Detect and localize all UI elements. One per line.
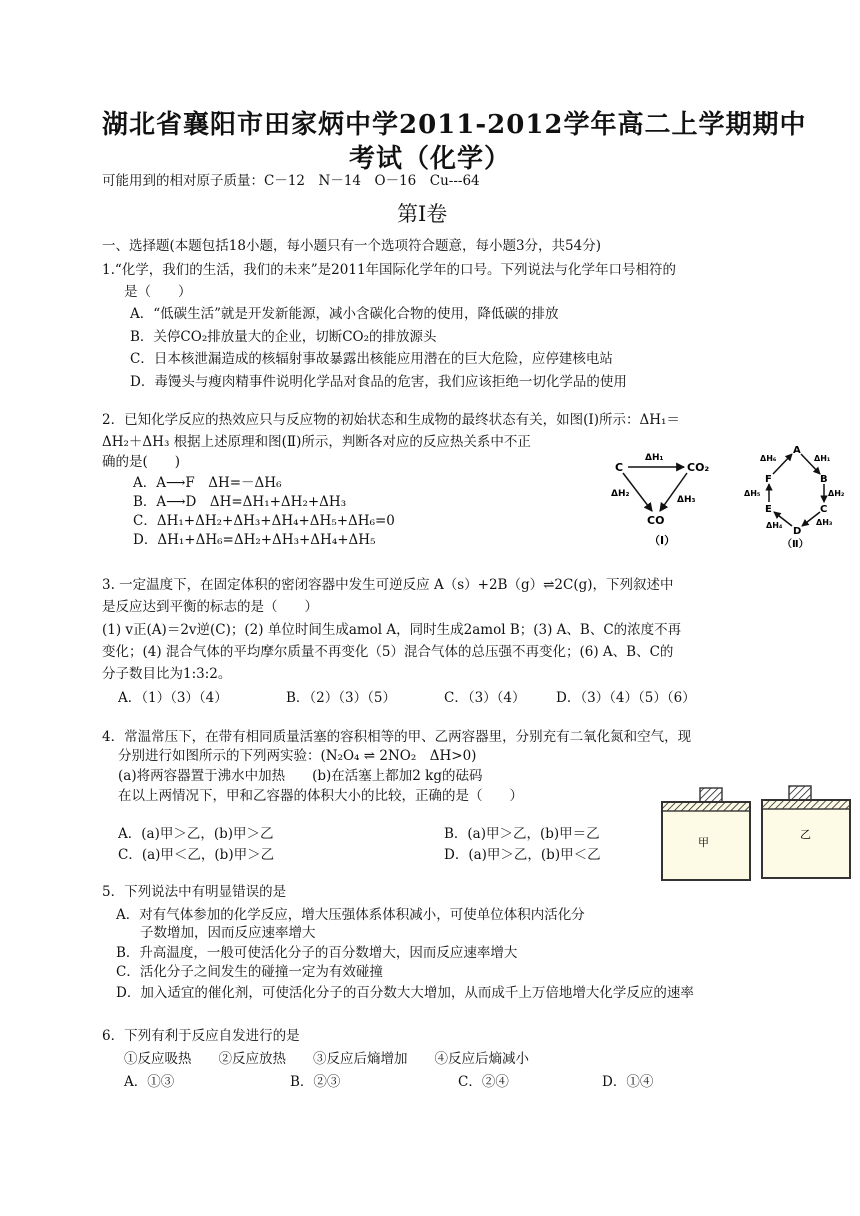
q6-option-c: C．②④	[458, 1074, 509, 1090]
fig2-node-e: E	[765, 504, 772, 515]
q3-option-c: C．（3）（4）	[444, 690, 526, 706]
q5-option-b: B．升高温度，一般可使活化分子的百分数增大，因而反应速率增大	[116, 945, 518, 961]
q2-option-c: C．ΔH₁+ΔH₂+ΔH₃+ΔH₄+ΔH₅+ΔH₆=0	[133, 513, 395, 529]
q3-option-d: D．（3）（4）（5）（6）	[556, 690, 696, 706]
q1-option-b: B．关停CO₂排放量大的企业，切断CO₂的排放源头	[130, 329, 437, 345]
q6-option-a: A．①③	[124, 1074, 175, 1090]
q5-option-a-line1: A．对有气体参加的化学反应，增大压强体系体积减小，可使单位体积内活化分	[116, 907, 585, 923]
q5-option-d: D．加入适宜的催化剂，可使活化分子的百分数大大增加，从而成千上万倍地增大化学反应的速率	[116, 985, 694, 1001]
page-title-line2: 考试（化学）	[349, 144, 512, 174]
q6-option-b: B．②③	[290, 1074, 341, 1090]
fig1-label-dh2: ΔH₂	[611, 489, 630, 499]
q5-option-a-line2: 子数增加，因而反应速率增大	[140, 925, 316, 941]
q2-stem-line3: 确的是( )	[102, 454, 181, 470]
container-jia-label: 甲	[698, 836, 709, 849]
q3-option-b: B．（2）（3）（5）	[286, 690, 396, 706]
fig2-node-c: C	[820, 504, 828, 515]
atomic-mass-note: 可能用到的相对原子质量：C－12 N－14 O－16 Cu---64	[102, 173, 480, 189]
q1-option-d: D．毒馒头与瘦肉精事件说明化学品对食品的危害，我们应该拒绝一切化学品的使用	[130, 374, 627, 390]
q3-condition-line2: 变化；(4) 混合气体的平均摩尔质量不再变化（5）混合气体的总压强不再变化；(6) A、B、C的	[102, 644, 674, 660]
fig2-label-dh6: ΔH₆	[760, 454, 777, 463]
fig2-node-d: D	[793, 526, 802, 537]
q5-stem: 5．下列说法中有明显错误的是	[102, 884, 287, 900]
figure-2-diagram	[742, 441, 850, 552]
fig2-label-dh5: ΔH₅	[744, 489, 761, 498]
q4-containers-figure	[658, 784, 854, 884]
fig2-node-b: B	[820, 474, 828, 485]
q3-condition-line3: 分子数目比为1:3:2。	[102, 666, 232, 682]
q6-items: ①反应吸热 ②反应放热 ③反应后熵增加 ④反应后熵减小	[124, 1051, 529, 1067]
page-title-line1: 湖北省襄阳市田家炳中学2011-2012学年高二上学期期中	[102, 110, 807, 140]
q2-stem-line1: 2．已知化学反应的热效应只与反应物的初始状态和生成物的最终状态有关，如图(Ⅰ)所示：ΔH₁＝	[102, 412, 680, 428]
fig2-label-dh4: ΔH₄	[766, 521, 783, 530]
section-heading: 第Ⅰ卷	[397, 202, 448, 226]
part1-heading: 一、选择题(本题包括18小题，每小题只有一个选项符合题意，每小题3分，共54分)	[102, 238, 601, 254]
q4-option-c: C．(a)甲＜乙，(b)甲＞乙	[118, 847, 275, 863]
q2-option-a: A．A⟶F ΔH=－ΔH₆	[133, 475, 282, 491]
q4-stem-line1: 4．常温常压下，在带有相同质量活塞的容积相等的甲、乙两容器里，分别充有二氧化氮和空气，现	[102, 729, 692, 745]
fig2-label-dh1: ΔH₁	[814, 454, 831, 463]
q5-option-c: C．活化分子之间发生的碰撞一定为有效碰撞	[116, 964, 383, 980]
fig2-caption: （Ⅱ）	[782, 539, 809, 550]
fig2-node-a: A	[793, 445, 801, 456]
q6-option-d: D．①④	[602, 1074, 654, 1090]
container-yi-label: 乙	[800, 828, 811, 841]
fig2-label-dh2: ΔH₂	[828, 489, 845, 498]
fig2-label-dh3: ΔH₃	[816, 518, 833, 527]
fig1-node-co2: CO₂	[687, 461, 710, 474]
q2-option-d: D．ΔH₁+ΔH₆=ΔH₂+ΔH₃+ΔH₄+ΔH₅	[133, 532, 376, 548]
fig1-label-dh3: ΔH₃	[677, 495, 696, 505]
q1-stem-line2: 是（ ）	[124, 284, 192, 300]
q3-condition-line1: (1) v正(A)＝2v逆(C)；(2) 单位时间生成amol A，同时生成2amol B；(3) A、B、C的浓度不再	[102, 622, 682, 638]
fig2-node-f: F	[765, 474, 772, 485]
q2-stem-line2: ΔH₂＋ΔH₃ 根据上述原理和图(Ⅱ)所示，判断各对应的反应热关系中不正	[102, 434, 531, 450]
q4-stem-line3: (a)将两容器置于沸水中加热 (b)在活塞上都加2 kg的砝码	[118, 768, 483, 784]
q1-option-c: C．日本核泄漏造成的核辐射事故暴露出核能应用潜在的巨大危险，应停建核电站	[130, 351, 613, 367]
fig1-caption: （Ⅰ）	[649, 534, 676, 547]
q4-option-d: D．(a)甲＞乙，(b)甲＜乙	[444, 847, 601, 863]
fig1-node-c: C	[615, 461, 624, 474]
q4-option-a: A．(a)甲＞乙，(b)甲＞乙	[118, 826, 274, 842]
q1-stem-line1: 1.“化学，我们的生活，我们的未来”是2011年国际化学年的口号。下列说法与化学年口号相符的	[102, 262, 677, 278]
q4-option-b: B．(a)甲＞乙，(b)甲＝乙	[444, 826, 600, 842]
figure-1-diagram	[605, 447, 720, 550]
q3-stem-line2: 是反应达到平衡的标志的是（ ）	[102, 599, 318, 615]
fig1-label-dh1: ΔH₁	[645, 453, 664, 463]
q3-stem-line1: 3. 一定温度下，在固定体积的密闭容器中发生可逆反应 A（s）+2B（g）⇌2C(g)，下列叙述中	[102, 577, 674, 593]
q1-option-a: A．“低碳生活”就是开发新能源，减小含碳化合物的使用，降低碳的排放	[130, 306, 559, 322]
fig1-node-co: CO	[647, 514, 665, 527]
q4-stem-line4: 在以上两情况下，甲和乙容器的体积大小的比较，正确的是（ ）	[118, 788, 523, 804]
q2-option-b: B．A⟶D ΔH=ΔH₁+ΔH₂+ΔH₃	[133, 494, 347, 510]
q4-stem-line2: 分别进行如图所示的下列两实验：(N₂O₄ ⇌ 2NO₂ ΔH>0)	[118, 748, 477, 764]
q3-option-a: A．（1）（3）（4）	[118, 690, 228, 706]
q6-stem: 6．下列有利于反应自发进行的是	[102, 1028, 300, 1044]
